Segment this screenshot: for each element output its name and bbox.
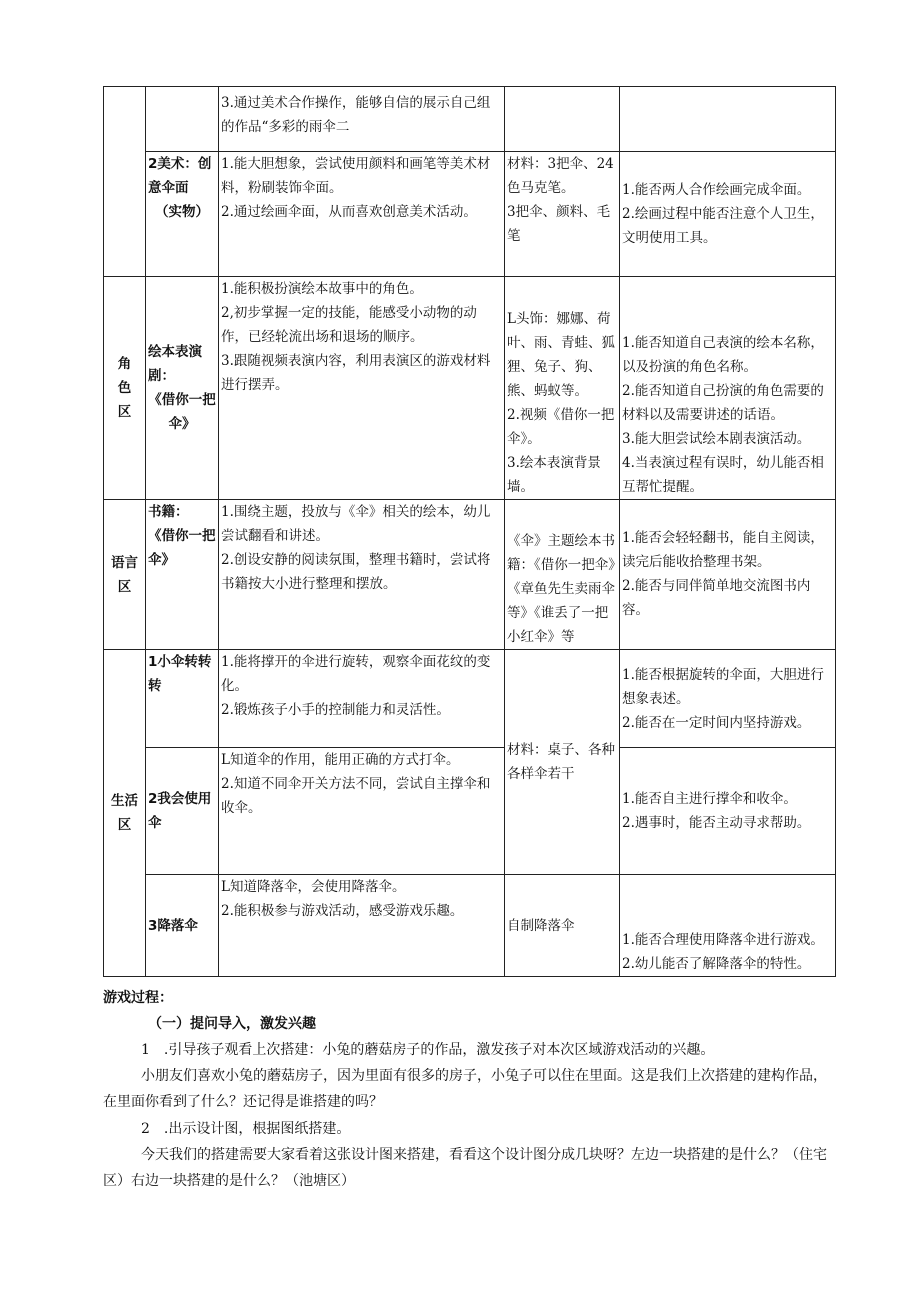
- evaluation-text: 1.能否根据旋转的伞面，大胆进行想象表述。: [622, 666, 824, 707]
- objective-text: 1.围绕主题，投放与《伞》相关的绘本，幼儿尝试翻看和讲述。: [221, 504, 491, 544]
- evaluation-text: 1.能否会轻轻翻书，能自主阅读，读完后能收拾整理书架。: [622, 530, 824, 570]
- materials-cell: [505, 875, 620, 977]
- materials-cell: [505, 87, 620, 152]
- table-row: [104, 152, 836, 277]
- table-row: [104, 875, 836, 977]
- zone-label: 区: [117, 817, 132, 833]
- objective-text: 2,初步掌握一定的技能，能感受小动物的动作，已经轮流出场和退场的顺序。: [221, 305, 477, 345]
- objectives-cell: [219, 748, 505, 875]
- table-row: [104, 650, 836, 748]
- evaluation-cell: [620, 277, 836, 500]
- materials-cell: [505, 152, 620, 277]
- evaluation-text: 2.幼儿能否了解降落伞的特性。: [622, 956, 811, 972]
- evaluation-cell: [620, 875, 836, 977]
- material-text: 自制降落伞: [507, 917, 575, 934]
- process-heading: 游戏过程：: [103, 990, 173, 1006]
- evaluation-text: 3.能大胆尝试绘本剧表演活动。: [622, 431, 811, 447]
- objective-text: L知道伞的作用，能用正确的方式打伞。: [221, 752, 460, 768]
- material-text: 2.视频《借你一把伞》。: [507, 407, 615, 447]
- objective-text: 1.能大胆想象，尝试使用颜料和画笔等美术材料，粉刷装饰伞面。: [221, 156, 491, 196]
- zone-label: 区: [117, 578, 132, 595]
- activity-cell: [146, 650, 219, 748]
- objective-text: 2.通过绘画伞面，从而喜欢创意美术活动。: [221, 204, 477, 220]
- zone-cell-life: [104, 650, 146, 977]
- objectives-cell: [219, 152, 505, 277]
- activity-cell: [146, 87, 219, 152]
- material-text: 材料：桌子、各种各样伞若干: [507, 742, 615, 782]
- activity-title: 绘本表演剧：: [148, 344, 202, 384]
- materials-cell: [505, 650, 620, 875]
- paragraph: 1 .引导孩子观看上次搭建：小兔的蘑菇房子的作品，激发孩子对本次区域游戏活动的兴趣。: [141, 1042, 715, 1058]
- evaluation-text: 1.能否知道自己表演的绘本名称，以及扮演的角色名称。: [622, 335, 824, 375]
- evaluation-text: 2.绘画过程中能否注意个人卫生，文明使用工具。: [622, 206, 824, 246]
- activity-cell: [146, 277, 219, 500]
- evaluation-cell: [620, 650, 836, 748]
- objective-text: 1.能积极扮演绘本故事中的角色。: [221, 281, 423, 297]
- evaluation-text: 2.能否知道自己扮演的角色需要的材料以及需要讲述的话语。: [622, 383, 824, 423]
- objectives-cell: [219, 87, 505, 152]
- materials-cell: [505, 500, 620, 650]
- activity-title: 2美术：创意伞面: [148, 156, 212, 196]
- evaluation-cell: [620, 748, 836, 875]
- activity-title: 2我会使用伞: [148, 791, 212, 831]
- material-text: 材料：3把伞、24色马克笔。: [507, 156, 614, 196]
- activity-cell: [146, 748, 219, 875]
- evaluation-cell: [620, 152, 836, 277]
- section-heading: （一）提问导入，激发兴趣: [148, 1016, 316, 1032]
- objective-text: 2.锻炼孩子小手的控制能力和灵活性。: [221, 702, 450, 718]
- evaluation-cell: [620, 87, 836, 152]
- evaluation-text: 1.能否两人合作绘画完成伞面。: [622, 182, 811, 198]
- evaluation-text: 4.当表演过程有误时，幼儿能否相互帮忙提醒。: [622, 455, 824, 495]
- zone-label: 角: [117, 356, 132, 372]
- activity-title: 书籍：: [148, 504, 189, 520]
- material-text: 3把伞、颜料、毛笔: [507, 204, 611, 244]
- objective-text: 1.能将撑开的伞进行旋转，观察伞面花纹的变化。: [221, 654, 491, 694]
- objectives-cell: [219, 875, 505, 977]
- zone-label: 生活: [111, 793, 138, 809]
- material-text: 3.绘本表演背景墙。: [507, 455, 601, 495]
- paragraph: 今天我们的搭建需要大家看着这张设计图来搭建，看看这个设计图分成几块呀？左边一块搭建的是什么？（住宅区）右边一块搭建的是什么？（池塘区）: [103, 1147, 827, 1189]
- zone-label: 区: [117, 404, 132, 420]
- evaluation-text: 1.能否自主进行撑伞和收伞。: [622, 791, 797, 807]
- objectives-cell: [219, 650, 505, 748]
- activity-subtitle: 《借你一把: [148, 528, 216, 544]
- materials-cell: [505, 277, 620, 500]
- zone-cell-role: [104, 277, 146, 500]
- zone-label: 语言: [111, 554, 138, 571]
- objective-text: L知道降落伞，会使用降落伞。: [221, 879, 406, 895]
- material-text: L头饰：娜娜、荷叶、雨、青蛙、狐狸、兔子、狗、熊、蚂蚁等。: [507, 311, 615, 399]
- activity-subtitle: 伞》: [148, 552, 175, 568]
- activity-cell: [146, 500, 219, 650]
- activity-cell: [146, 152, 219, 277]
- material-text: 《伞》主题绘本书籍：《借你一把伞》《章鱼先生卖雨伞等》《谁丢了一把小红伞》等: [507, 533, 615, 645]
- evaluation-text: 2.能否与同伴简单地交流图书内容。: [622, 578, 811, 618]
- activity-title: 1小伞转转转: [148, 654, 212, 694]
- paragraph: 小朋友们喜欢小兔的蘑菇房子，因为里面有很多的房子，小兔子可以住在里面。这是我们上次搭建的建构作品，在里面你看到了什么？还记得是谁搭建的吗？: [103, 1068, 827, 1110]
- activity-plan-table: [103, 86, 836, 977]
- evaluation-text: 2.遇事时，能否主动寻求帮助。: [622, 815, 811, 831]
- activity-subtitle: 《借你一把伞》: [148, 392, 216, 432]
- objectives-cell: [219, 500, 505, 650]
- table-row: [104, 748, 836, 875]
- zone-label: 色: [117, 380, 132, 396]
- objective-text: 2.知道不同伞开关方法不同，尝试自主撑伞和收伞。: [221, 776, 491, 816]
- activity-subtitle: （实物）: [155, 204, 209, 220]
- objective-text: 2.能积极参与游戏活动，感受游戏乐趣。: [221, 903, 464, 919]
- table-row: [104, 500, 836, 650]
- zone-cell: [104, 87, 146, 277]
- table-row: [104, 277, 836, 500]
- activity-cell: [146, 875, 219, 977]
- objective-text: 2.创设安静的阅读氛围，整理书籍时，尝试将书籍按大小进行整理和摆放。: [221, 552, 491, 592]
- evaluation-text: 1.能否合理使用降落伞进行游戏。: [622, 932, 824, 948]
- evaluation-text: 2.能否在一定时间内坚持游戏。: [622, 714, 811, 731]
- objective-text: 3.跟随视频表演内容，利用表演区的游戏材料进行摆弄。: [221, 353, 491, 393]
- table-row: [104, 87, 836, 152]
- objective-text: 3.通过美术合作操作，能够自信的展示自己组的作品“多彩的雨伞二: [221, 95, 491, 135]
- objectives-cell: [219, 277, 505, 500]
- evaluation-cell: [620, 500, 836, 650]
- paragraph: 2 .出示设计图，根据图纸搭建。: [141, 1121, 351, 1137]
- activity-title: 3降落伞: [148, 917, 198, 934]
- zone-cell-language: [104, 500, 146, 650]
